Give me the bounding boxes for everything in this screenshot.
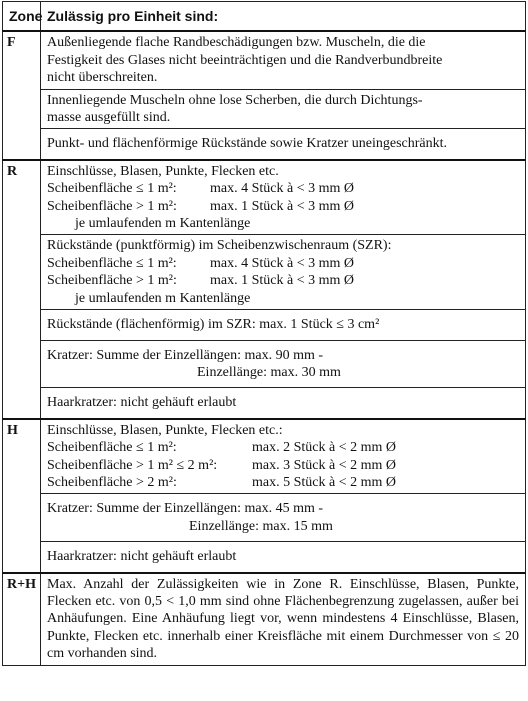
table-row [3, 494, 526, 542]
tolerance-table [2, 1, 526, 666]
text-line: Kratzer: Summe der Einzellängen: max. 90 mm - [47, 347, 324, 363]
text-line: Festigkeit des Glases nicht beeinträchtigen und die Randverbundbreite [47, 52, 443, 68]
text-line: Einzellänge: max. 30 mm [197, 364, 341, 380]
zone-h-block1 [41, 419, 526, 494]
text-line [47, 255, 519, 272]
limit-value: max. 4 Stück à < 3 mm Ø [210, 181, 354, 197]
zone-rh-label: R+H [3, 573, 41, 666]
zone-h-block2 [41, 494, 526, 542]
area-label: Scheibenfläche ≤ 1 m²: [47, 255, 177, 271]
zone-h-block3: Haarkratzer: nicht gehäuft erlaubt [41, 542, 526, 573]
limit-value: max. 1 Stück à < 3 mm Ø [210, 273, 354, 289]
header-row [3, 2, 526, 32]
area-label: Scheibenfläche > 1 m²: [47, 273, 177, 289]
table-row [3, 573, 526, 666]
zone-r-label: R [3, 160, 41, 419]
text-line: je umlaufenden m Kantenlänge [75, 216, 251, 232]
zone-f-row1 [41, 31, 526, 89]
header-title: Zulässig pro Einheit sind: [41, 2, 526, 32]
zone-rh-text: Max. Anzahl der Zulässigkeiten wie in Zone R. Einschlüsse, Blasen, Punkte, Flecken etc. von 0,5 < 1,0 mm sind ohne Flächenbegrenzung zugelassen, außer bei Anhäufungen. Eine Anhäufung liegt vor, wenn mindestens 4 Einschlüsse, Blasen, Punkte, Flecken etc. innerhalb einer Kreisfläche mit einem Durchmesser von ≤ 20 cm vorhanden sind. [41, 573, 526, 666]
table-row [3, 310, 526, 340]
table-row [3, 340, 526, 388]
area-label: Scheibenfläche > 1 m²: [47, 198, 177, 214]
limit-value: max. 2 Stück à < 2 mm Ø [252, 440, 396, 456]
zone-r-block2 [41, 235, 526, 310]
table-row [3, 419, 526, 494]
text-line [47, 180, 519, 197]
text-line: Rückstände (punktförmig) im Scheibenzwischenraum (SZR): [47, 238, 392, 254]
area-label: Scheibenfläche > 1 m² ≤ 2 m²: [47, 457, 218, 473]
text-line [47, 474, 519, 491]
text-line: je umlaufenden m Kantenlänge [75, 290, 251, 306]
zone-r-block4 [41, 340, 526, 388]
area-label: Scheibenfläche ≤ 1 m²: [47, 181, 177, 197]
text-line [47, 272, 519, 289]
text-line: Außenliegende flache Randbeschädigungen bzw. Muscheln, die die [47, 35, 426, 51]
text-line: Einschlüsse, Blasen, Punkte, Flecken etc.: [47, 422, 283, 438]
text-line [47, 198, 519, 215]
text-line: Kratzer: Summe der Einzellängen: max. 45 mm - [47, 501, 324, 517]
zone-f-label: F [3, 31, 41, 159]
zone-r-block3: Rückstände (flächenförmig) im SZR: max. 1 Stück ≤ 3 cm² [41, 310, 526, 340]
zone-f-row3: Punkt- und flächenförmige Rückstände sowie Kratzer uneingeschränkt. [41, 129, 526, 160]
table-row [3, 235, 526, 310]
area-label: Scheibenfläche ≤ 1 m²: [47, 440, 177, 456]
limit-value: max. 4 Stück à < 3 mm Ø [210, 255, 354, 271]
zone-r-block5: Haarkratzer: nicht gehäuft erlaubt [41, 388, 526, 419]
table-row [3, 31, 526, 89]
text-line: masse ausgefüllt sind. [47, 110, 171, 126]
header-zone: Zone [3, 2, 41, 32]
area-label: Scheibenfläche > 2 m²: [47, 474, 177, 490]
table-row [3, 160, 526, 235]
text-line [47, 439, 519, 456]
text-line: Einzellänge: max. 15 mm [189, 518, 333, 534]
limit-value: max. 5 Stück à < 2 mm Ø [252, 474, 396, 490]
text-line: Innenliegende Muscheln ohne lose Scherben, die durch Dichtungs- [47, 92, 423, 108]
table-row [3, 388, 526, 419]
zone-h-label: H [3, 419, 41, 573]
table-row [3, 89, 526, 129]
table-row [3, 542, 526, 573]
text-line: nicht überschreiten. [47, 70, 158, 86]
zone-f-row2 [41, 89, 526, 129]
limit-value: max. 3 Stück à < 2 mm Ø [252, 457, 396, 473]
text-line [47, 457, 519, 474]
table-row [3, 129, 526, 160]
limit-value: max. 1 Stück à < 3 mm Ø [210, 198, 354, 214]
text-line: Einschlüsse, Blasen, Punkte, Flecken etc. [47, 163, 279, 179]
zone-r-block1 [41, 160, 526, 235]
